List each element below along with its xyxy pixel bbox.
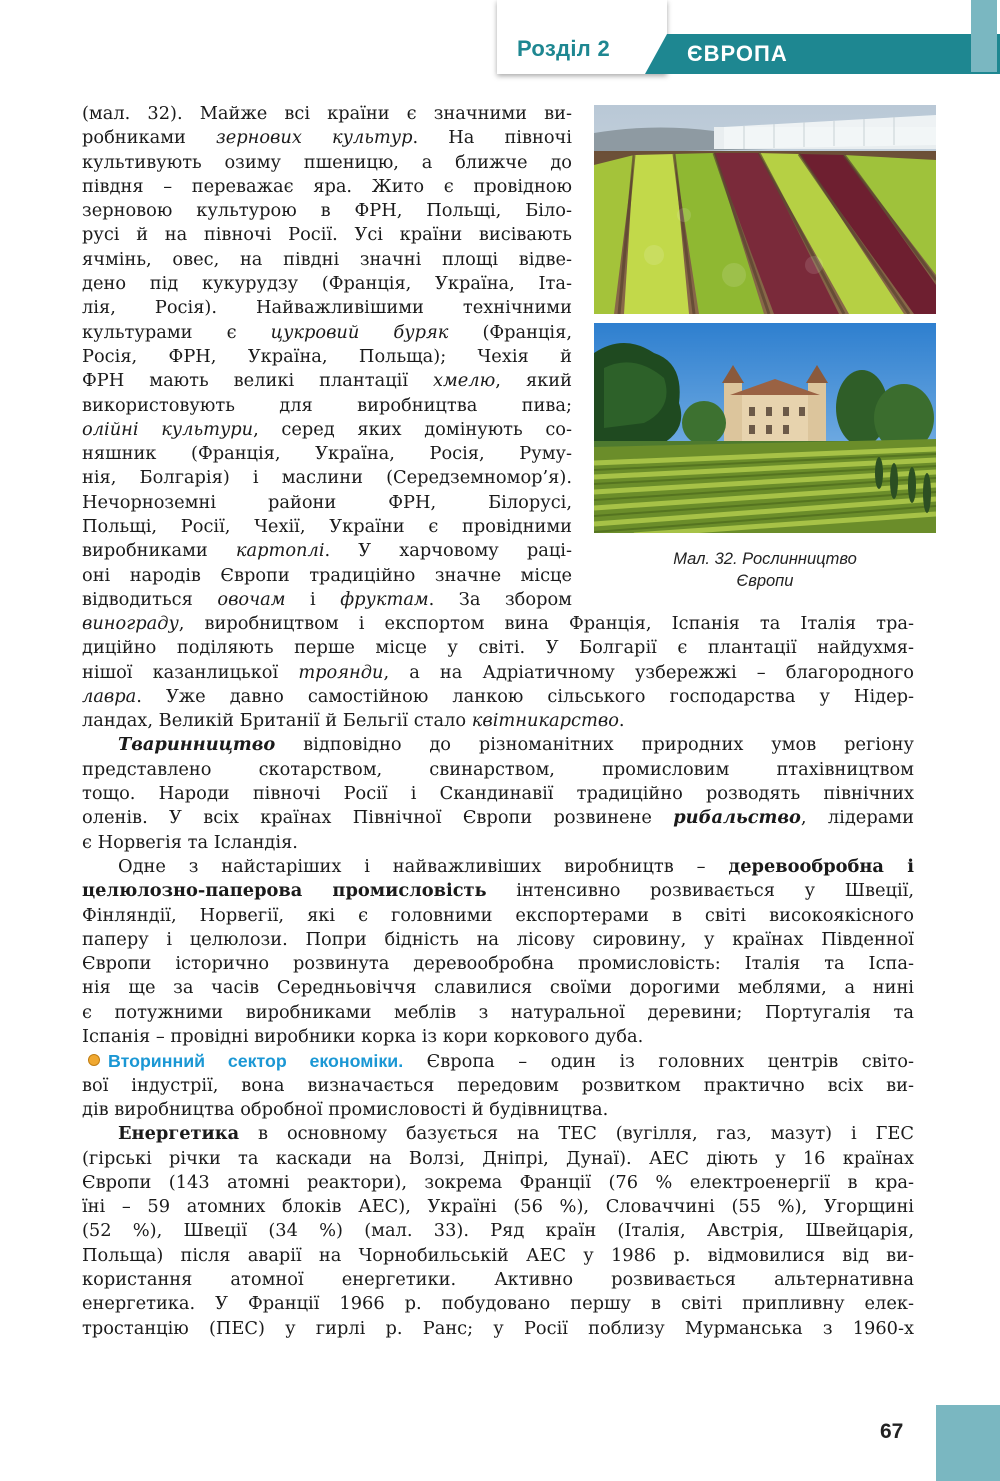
lettuce-field-photo (594, 105, 936, 314)
text-run: Польщі, Росії, Чехії, України є провідними (82, 516, 572, 538)
text-line (82, 588, 572, 612)
vineyard-chateau-photo (594, 323, 936, 533)
section-bullet-icon (88, 1054, 100, 1066)
text-run: ландах, Великій Британії й Бельгії стало (82, 710, 472, 732)
emphasized-term: рибальство (673, 807, 801, 829)
text-run: використовують для виробництва пива; (82, 394, 572, 416)
emphasized-term: лавра (82, 685, 137, 707)
text-line (82, 636, 914, 660)
text-line (82, 758, 914, 782)
text-run: Європа – один із головних центрів світо- (403, 1051, 914, 1073)
text-run: є Норвегія та Ісландія. (82, 831, 298, 853)
emphasized-term: квітникарство (471, 710, 619, 732)
text-run: відводиться (82, 588, 218, 610)
emphasized-term: троянди (298, 661, 384, 683)
emphasized-term: деревообробна і (728, 855, 915, 877)
footer-edge-tab (936, 1405, 1000, 1481)
text-line (82, 369, 572, 393)
emphasized-term: винограду (82, 613, 179, 634)
text-line (82, 564, 572, 588)
text-run: вої індустрії, вона визначається передовим розвитком практично всіх ви- (82, 1074, 914, 1096)
text-run: Одне з найстаріших і найважливіших виробництв – (118, 855, 729, 877)
text-run: їні – 59 атомних блоків АЕС), Україні (56 %), Словаччині (55 %), Угорщині (82, 1196, 914, 1218)
text-run: . У харчовому раці- (324, 540, 573, 562)
text-run: інтенсивно розвивається у Швеції, (486, 880, 914, 902)
emphasized-term: овочам (217, 588, 286, 610)
header-edge-tab (971, 0, 997, 72)
emphasized-term: Енергетика (118, 1123, 240, 1145)
text-line (82, 928, 914, 952)
text-line (82, 1171, 914, 1195)
text-line (82, 345, 572, 369)
text-run: оні народів Європи традиційно значне місце (82, 564, 572, 586)
text-run: нія ще за часів Середньовіччя славилися своїми дорогими меблями, а нині (82, 977, 914, 999)
text-line (82, 1317, 914, 1341)
text-run: і (285, 588, 341, 610)
text-run: культурами є (82, 321, 271, 343)
caption-line: Мал. 32. Рослинництво (673, 550, 857, 568)
text-line (82, 539, 572, 563)
emphasized-term: цукровий буряк (270, 321, 449, 343)
text-line (82, 612, 914, 636)
text-run: виробниками (82, 540, 236, 562)
text-line (82, 126, 572, 150)
section-heading: Вторинний сектор економіки. (108, 1051, 404, 1072)
text-line (82, 272, 572, 296)
text-run: тростанцію (ПЕС) у гирлі р. Ранс; у Росії поблизу Мурманська з 1960-х (82, 1317, 914, 1339)
page-header (497, 0, 1000, 76)
text-run: Польща) після аварії на Чорнобильській АЕС у 1986 р. відмовилися від ви- (82, 1244, 914, 1266)
text-run: Європи (143 атомні реактори), зокрема Франції (76 % електроенергії в кра- (82, 1171, 914, 1193)
text-line (82, 1244, 914, 1268)
emphasized-term: фруктам (340, 588, 429, 610)
text-line (82, 515, 572, 539)
text-run: , виробництвом і експортом вина Франція, Іспанія та Італія тра- (178, 613, 914, 634)
text-line (82, 1025, 914, 1049)
text-line (82, 1292, 914, 1316)
text-line (82, 418, 572, 442)
text-line (82, 199, 572, 223)
text-run: , який (495, 370, 572, 392)
text-run: ячмінь, овес, на півдні значні площі відве- (82, 248, 572, 270)
text-run: , лідерами (800, 807, 914, 829)
text-line (82, 321, 572, 345)
text-line (82, 685, 914, 709)
text-run: робниками (82, 127, 217, 149)
text-line (82, 1122, 914, 1146)
text-run: нішої казанлицької (82, 661, 299, 683)
text-line (82, 661, 914, 685)
text-line (82, 1049, 914, 1073)
text-column-wide (82, 612, 914, 1341)
text-run: (мал. 32). Майже всі країни є значними ви- (82, 103, 572, 124)
text-line (82, 102, 572, 126)
text-run: (гірські річки та каскади на Волзі, Дніпрі, Дунаї). АЕС діють у 16 країнах (82, 1147, 914, 1169)
text-run: русі й на півночі Росії. Усі країни висівають (82, 224, 572, 246)
page-number: 67 (880, 1420, 904, 1443)
emphasized-term: Тваринництво (118, 734, 276, 756)
text-line (82, 1147, 914, 1171)
text-line (82, 1195, 914, 1219)
text-line (82, 296, 572, 320)
text-line (82, 782, 914, 806)
text-run: няшник (Франція, Україна, Росія, Руму- (82, 443, 572, 465)
text-line (82, 175, 572, 199)
text-run: дів виробництва обробної промисловості й будівництва. (82, 1098, 609, 1120)
text-run: в основному базується на ТЕС (вугілля, газ, мазут) і ГЕС (239, 1123, 914, 1145)
text-run: . На півночі (412, 127, 572, 149)
text-run: нія, Болгарія) і маслини (Середземномор’я). (82, 467, 572, 489)
text-run: зерновою культурою в ФРН, Польщі, Біло- (82, 200, 572, 222)
text-run: дено під кукурудзу (Франція, Україна, Іта- (82, 273, 572, 295)
text-line (82, 491, 572, 515)
text-run: , а на Адріатичному узбережжі – благородного (383, 661, 914, 683)
text-run: , серед яких домінують со- (253, 418, 572, 440)
text-run: тощо. Народи півночі Росії і Скандинавії традиційно розводять північних (82, 783, 914, 805)
emphasized-term: целюлозно-паперова промисловість (82, 880, 487, 902)
text-line (82, 1074, 914, 1098)
text-line (82, 806, 914, 830)
chapter-title: ЄВРОПА (687, 41, 788, 66)
text-run: Європи історично розвинута деревообробна промисловість: Італія та Іспа- (82, 953, 914, 975)
text-line (82, 466, 572, 490)
text-run: півдня – переважає яра. Жито є провідною (82, 175, 572, 197)
text-run: Іспанія – провідні виробники корка із кори коркового дуба. (82, 1026, 644, 1048)
text-run: користання атомної енергетики. Активно розвивається альтернативна (82, 1269, 914, 1291)
text-line (82, 1268, 914, 1292)
text-run: ФРН мають великі плантації (82, 370, 434, 392)
text-run: . (618, 710, 625, 732)
text-run: диційно поділяють перше місце у світі. У Болгарії є плантації найдухмя- (82, 637, 914, 659)
text-line (82, 1001, 914, 1025)
figure-caption (594, 548, 936, 592)
text-line (82, 709, 914, 733)
caption-line: Європи (736, 572, 794, 590)
text-run: культивують озиму пшеницю, а ближче до (82, 151, 572, 173)
section-label: Розділ 2 (517, 36, 611, 61)
text-line (82, 223, 572, 247)
text-line (82, 1219, 914, 1243)
text-line (82, 248, 572, 272)
text-run: енергетика. У Франції 1966 р. побудовано першу в світі припливну елек- (82, 1293, 914, 1315)
text-line (82, 879, 914, 903)
text-run: оленів. У всіх країнах Північної Європи розвинене (82, 807, 674, 829)
text-line (82, 1098, 914, 1122)
text-run: . За збором (428, 588, 573, 610)
emphasized-term: хмелю (433, 370, 496, 392)
text-run: є потужними виробниками меблів з натуральної деревини; Португалія та (82, 1001, 914, 1023)
text-line (82, 855, 914, 879)
text-run: . Уже давно самостійною ланкою сільського господарства у Нідер- (136, 685, 914, 707)
text-line (82, 904, 914, 928)
emphasized-term: зернових культур (216, 127, 413, 149)
text-line (82, 952, 914, 976)
text-line (82, 151, 572, 175)
text-run: (Франція, (448, 321, 572, 343)
text-run: Росія, ФРН, Україна, Польща); Чехія й (82, 345, 572, 367)
emphasized-term: картоплі (235, 540, 325, 562)
text-run: лія, Росія). Найважливішими технічними (82, 297, 572, 319)
text-line (82, 442, 572, 466)
text-run: Нечорноземні райони ФРН, Білорусі, (82, 491, 572, 513)
text-line (82, 976, 914, 1000)
text-run: Фінляндії, Норвегії, які є головними експортерами в світі високоякісного (82, 904, 914, 926)
text-column-narrow (82, 102, 572, 612)
emphasized-term: олійні культури (82, 418, 254, 440)
text-run: представлено скотарством, свинарством, промисловим птахівництвом (82, 758, 914, 780)
text-run: відповідно до різноманітних природних умов регіону (275, 734, 914, 756)
text-run: (52 %), Швеції (34 %) (мал. 33). Ряд країн (Італія, Австрія, Швейцарія, (82, 1220, 914, 1242)
text-run: паперу і целюлози. Попри бідність на лісову сировину, у країнах Південної (82, 928, 914, 950)
text-line (82, 394, 572, 418)
text-line (82, 733, 914, 757)
text-line (82, 831, 914, 855)
